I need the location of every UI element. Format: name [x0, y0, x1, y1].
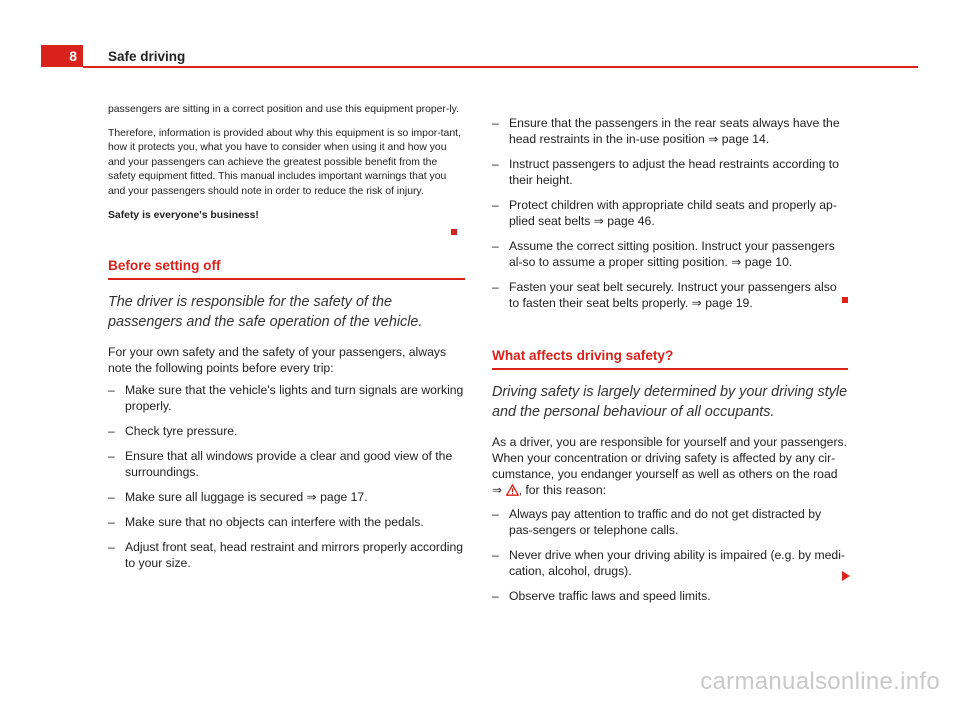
section-end-mark: [842, 297, 848, 303]
list-item: – Adjust front seat, head restraint and mirrors properly according to your size.: [108, 539, 465, 571]
passenger-checklist: [492, 115, 848, 311]
warning-triangle-icon: [506, 484, 519, 500]
header-rule: [83, 66, 918, 68]
list-item: – Always pay attention to traffic and do not get distracted by pas-sengers or telephone calls.: [492, 506, 848, 538]
driving-safety-list: [492, 506, 848, 604]
continue-arrow-icon: [842, 571, 850, 581]
list-item: – Fasten your seat belt securely. Instruct your passengers also to fasten their seat belts properly. ⇒ page 19.: [492, 279, 848, 311]
lead-text-right: Driving safety is largely determined by your driving style and the personal behaviour of all occupants.: [492, 384, 848, 420]
intro-paragraph-3: Safety is everyone's business!: [108, 209, 259, 221]
list-item: – Assume the correct sitting position. Instruct your passengers al-so to assume a proper sitting position. ⇒ page 10.: [492, 238, 848, 270]
left-column: [108, 103, 465, 580]
page-number: 8: [41, 45, 83, 67]
list-item: – Make sure that no objects can interfere with the pedals.: [108, 514, 465, 530]
body-text-left: For your own safety and the safety of your passengers, always note the following points before every trip:: [108, 345, 447, 376]
page-header-title: Safe driving: [108, 49, 186, 64]
list-item: – Never drive when your driving ability is impaired (e.g. by medi-cation, alcohol, drugs).: [492, 547, 848, 579]
list-item: – Ensure that all windows provide a clear and good view of the surroundings.: [108, 448, 465, 480]
intro-paragraph-2: Therefore, information is provided about why this equipment is so impor-tant, how it protects you, what you have to consider when using it and how you and your passengers can achieve the greatest possible benefit from the safety equipment fitted. This manual includes important warnings that you and your passengers should note in order to reduce the risk of injury.: [108, 127, 461, 197]
section-heading-driving-safety: What affects driving safety?: [492, 348, 848, 370]
list-item: – Observe traffic laws and speed limits.: [492, 588, 848, 604]
right-column: [492, 115, 848, 613]
list-item: – Protect children with appropriate child seats and properly ap-plied seat belts ⇒ page 46.: [492, 197, 848, 229]
list-item: – Ensure that the passengers in the rear seats always have the head restraints in the in-use position ⇒ page 14.: [492, 115, 848, 147]
intro-paragraph-1: passengers are sitting in a correct position and use this equipment proper-ly.: [108, 104, 459, 115]
watermark: carmanualsonline.info: [700, 668, 940, 695]
list-item: – Make sure that the vehicle's lights and turn signals are working properly.: [108, 382, 465, 414]
checklist-before-trip: [108, 382, 465, 571]
list-item: – Instruct passengers to adjust the head restraints according to their height.: [492, 156, 848, 188]
list-item: – Check tyre pressure.: [108, 423, 465, 439]
lead-text-left: The driver is responsible for the safety of the passengers and the safe operation of the vehicle.: [108, 294, 423, 331]
section-end-mark: [451, 229, 457, 235]
list-item: – Make sure all luggage is secured ⇒ page 17.: [108, 489, 465, 505]
body-text-right: As a driver, you are responsible for yourself and your passengers. When your concentration or driving safety is affected by any cir-cumstance, you endanger yourself as well as others on the road ⇒ , for this reason:: [492, 434, 848, 500]
section-heading-before-setting-off: Before setting off: [108, 258, 465, 280]
